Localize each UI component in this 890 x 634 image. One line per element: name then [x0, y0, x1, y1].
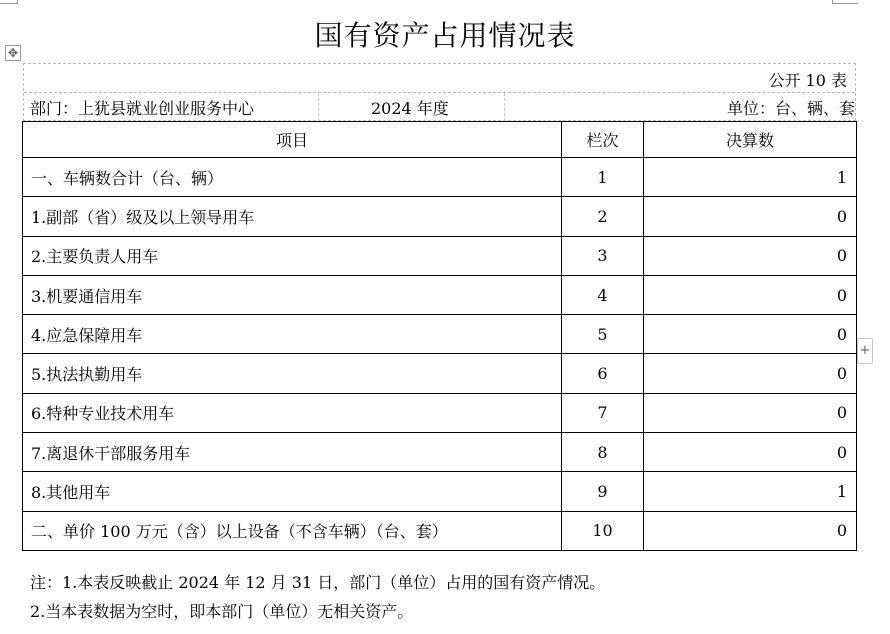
table-row [23, 236, 857, 275]
row-item: 2.主要负责人用车 [23, 236, 562, 275]
table-header-info [23, 63, 856, 121]
row-column-number: 7 [562, 393, 644, 432]
footnote-1: 注：1.本表反映截止 2024 年 12 月 31 日，部门（单位）占用的国有资产情况。 [30, 573, 606, 592]
row-column-number: 6 [562, 354, 644, 393]
header-final-amount: 决算数 [644, 122, 857, 158]
row-value: 1 [644, 472, 857, 511]
table-row [23, 511, 857, 550]
row-value: 0 [644, 236, 857, 275]
row-item: 一、车辆数合计（台、辆） [23, 158, 562, 197]
row-column-number: 1 [562, 158, 644, 197]
row-item: 二、单价 100 万元（含）以上设备（不含车辆）（台、套） [23, 511, 562, 550]
add-column-icon[interactable]: + [857, 338, 873, 364]
row-column-number: 8 [562, 433, 644, 472]
row-value: 0 [644, 197, 857, 236]
header-column-number: 栏次 [562, 122, 644, 158]
row-column-number: 2 [562, 197, 644, 236]
row-column-number: 4 [562, 275, 644, 314]
fiscal-year: 2024 年度 [371, 99, 449, 118]
header-divider [24, 92, 855, 93]
page-corner-mark-right [832, 0, 858, 4]
table-row [23, 472, 857, 511]
row-item: 7.离退休干部服务用车 [23, 433, 562, 472]
row-item: 6.特种专业技术用车 [23, 393, 562, 432]
row-value: 0 [644, 354, 857, 393]
table-row [23, 354, 857, 393]
table-header-row [23, 122, 857, 158]
row-value: 0 [644, 511, 857, 550]
header-cell-divider [318, 93, 319, 121]
table-row [23, 315, 857, 354]
row-column-number: 9 [562, 472, 644, 511]
row-item: 5.执法执勤用车 [23, 354, 562, 393]
department-label: 部门：上犹县就业创业服务中心 [30, 99, 255, 118]
table-row [23, 275, 857, 314]
row-value: 0 [644, 393, 857, 432]
page-title: 国有资产占用情况表 [314, 19, 576, 52]
row-value: 0 [644, 275, 857, 314]
row-item: 3.机要通信用车 [23, 275, 562, 314]
table-row [23, 197, 857, 236]
table-move-handle-icon[interactable]: ✥ [5, 45, 21, 61]
unit-label: 单位：台、辆、套 [726, 99, 855, 118]
row-value: 0 [644, 315, 857, 354]
row-column-number: 3 [562, 236, 644, 275]
footnote-2: 2.当本表数据为空时，即本部门（单位）无相关资产。 [30, 602, 414, 621]
header-item: 项目 [23, 122, 562, 158]
table-row [23, 433, 857, 472]
row-item: 1.副部（省）级及以上领导用车 [23, 197, 562, 236]
row-column-number: 10 [562, 511, 644, 550]
table-row [23, 158, 857, 197]
row-item: 8.其他用车 [23, 472, 562, 511]
table-row [23, 393, 857, 432]
page-corner-mark-left [0, 0, 18, 4]
doc-code: 公开 10 表 [768, 71, 847, 90]
row-item: 4.应急保障用车 [23, 315, 562, 354]
row-value: 1 [644, 158, 857, 197]
header-cell-divider [504, 93, 505, 121]
row-column-number: 5 [562, 315, 644, 354]
row-value: 0 [644, 433, 857, 472]
asset-table [22, 121, 857, 551]
